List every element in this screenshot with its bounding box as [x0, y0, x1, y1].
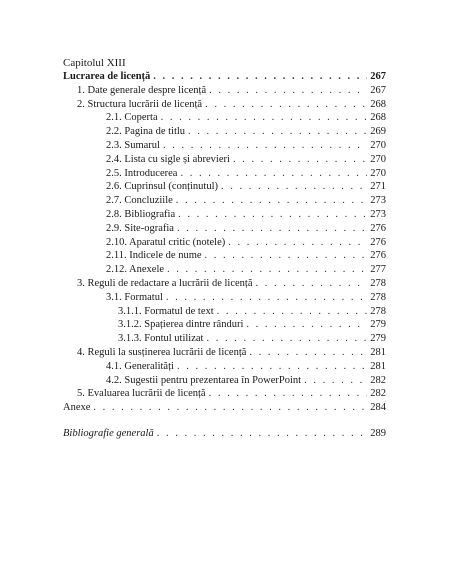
dot-leader — [180, 167, 367, 181]
toc-entry-2-2[interactable] — [63, 125, 386, 139]
entry-page: 277 — [370, 264, 386, 276]
toc-entry-2-7[interactable] — [63, 194, 386, 208]
dot-leader — [256, 277, 368, 291]
entry-title: Lucrarea de licență — [63, 71, 151, 82]
dot-leader — [177, 222, 367, 236]
dot-leader — [93, 401, 367, 415]
entry-page: 270 — [370, 153, 386, 165]
entry-title: 3.1.2. Spațierea dintre rânduri — [118, 319, 244, 331]
entry-title: 2.6. Cuprinsul (conținutul) — [106, 181, 218, 193]
toc-entry-2-9[interactable] — [63, 222, 386, 236]
toc-entry-bibliography[interactable] — [63, 427, 386, 441]
dot-leader — [217, 305, 368, 319]
entry-page: 282 — [370, 374, 386, 386]
dot-leader — [166, 291, 367, 305]
toc-entry-3-1[interactable] — [63, 291, 386, 305]
entry-title: 5. Evaluarea lucrării de licență — [77, 388, 206, 400]
toc-entry-3-1-2[interactable] — [63, 318, 386, 332]
entry-title: 4.2. Sugestii pentru prezentarea în PowerPoint — [106, 374, 302, 386]
toc-entry-5[interactable] — [63, 387, 386, 401]
entry-title: 2.10. Aparatul critic (notele) — [106, 236, 226, 248]
entry-page: 273 — [370, 195, 386, 207]
entry-title: 2.8. Bibliografia — [106, 208, 176, 220]
toc-entry-3[interactable] — [63, 277, 386, 291]
entry-title: 2.9. Site-ografia — [106, 222, 174, 234]
toc-entry-anexe[interactable] — [63, 401, 386, 415]
toc-entry-4-2[interactable] — [63, 374, 386, 388]
dot-leader — [206, 332, 367, 346]
toc-entry-chapter-title[interactable] — [63, 70, 386, 84]
dot-leader — [177, 360, 367, 374]
entry-page: 270 — [370, 139, 386, 151]
table-of-contents — [63, 56, 386, 441]
toc-entry-2-12[interactable] — [63, 263, 386, 277]
toc-entry-2-6[interactable] — [63, 180, 386, 194]
dot-leader — [304, 374, 367, 388]
entry-title: 2.1. Coperta — [106, 112, 158, 124]
entry-title: 2.3. Sumarul — [106, 139, 160, 151]
dot-leader — [188, 125, 367, 139]
entry-title: 2.4. Lista cu sigle și abrevieri — [106, 153, 230, 165]
toc-entry-4[interactable] — [63, 346, 386, 360]
entry-title: 3.1.1. Formatul de text — [118, 305, 214, 317]
dot-leader — [228, 236, 367, 250]
chapter-label: Capitolul XIII — [63, 57, 126, 69]
entry-title: 1. Date generale despre licență — [77, 84, 207, 96]
dot-leader — [205, 249, 368, 263]
entry-page: 282 — [370, 388, 386, 400]
toc-entry-2-4[interactable] — [63, 153, 386, 167]
entry-title: 4. Reguli la susținerea lucrării de licență — [77, 346, 247, 358]
toc-entry-2-1[interactable] — [63, 111, 386, 125]
entry-title: 2.11. Indicele de nume — [106, 250, 202, 262]
toc-entry-2-3[interactable] — [63, 139, 386, 153]
dot-leader — [209, 84, 367, 98]
dot-leader — [163, 139, 367, 153]
entry-page: 276 — [370, 236, 386, 248]
dot-leader — [221, 180, 367, 194]
dot-leader — [161, 111, 368, 125]
toc-entry-3-1-1[interactable] — [63, 305, 386, 319]
spacer — [63, 415, 386, 427]
entry-page: 278 — [370, 305, 386, 317]
toc-entry-2-5[interactable] — [63, 167, 386, 181]
toc-entry-2-10[interactable] — [63, 236, 386, 250]
toc-entry-3-1-3[interactable] — [63, 332, 386, 346]
dot-leader — [209, 387, 368, 401]
entry-title: 2.12. Anexele — [106, 264, 165, 276]
entry-page: 279 — [370, 333, 386, 345]
entry-title: 2.7. Concluziile — [106, 195, 173, 207]
entry-page: 281 — [370, 360, 386, 372]
entry-page: 276 — [370, 222, 386, 234]
toc-entry-4-1[interactable] — [63, 360, 386, 374]
dot-leader — [167, 263, 367, 277]
entry-page: 289 — [370, 427, 386, 439]
entry-page: 281 — [370, 346, 386, 358]
entry-title: 3.1.3. Fontul utilizat — [118, 333, 204, 345]
dot-leader — [153, 70, 367, 84]
dot-leader — [249, 346, 367, 360]
dot-leader — [205, 98, 367, 112]
entry-title: 2. Structura lucrării de licență — [77, 98, 203, 110]
entry-title: Bibliografie generală — [63, 427, 154, 439]
toc-entry-2-8[interactable] — [63, 208, 386, 222]
entry-page: 268 — [370, 112, 386, 124]
toc-entry-2-11[interactable] — [63, 249, 386, 263]
entry-page: 267 — [370, 84, 386, 96]
entry-page: 267 — [370, 71, 386, 82]
dot-leader — [157, 427, 368, 441]
entry-title: 4.1. Generalități — [106, 360, 174, 372]
entry-title: 3. Reguli de redactare a lucrării de licență — [77, 277, 253, 289]
entry-title: 2.2. Pagina de titlu — [106, 126, 186, 138]
entry-page: 278 — [370, 277, 386, 289]
entry-page: 279 — [370, 319, 386, 331]
dot-leader — [176, 194, 367, 208]
entry-title: 3.1. Formatul — [106, 291, 163, 303]
dot-leader — [246, 318, 367, 332]
entry-page: 276 — [370, 250, 386, 262]
entry-page: 269 — [370, 126, 386, 138]
dot-leader — [233, 153, 367, 167]
entry-page: 273 — [370, 208, 386, 220]
entry-page: 284 — [370, 402, 386, 414]
dot-leader — [178, 208, 367, 222]
entry-title: 2.5. Introducerea — [106, 167, 178, 179]
entry-page: 271 — [370, 181, 386, 193]
entry-page: 278 — [370, 291, 386, 303]
entry-page: 270 — [370, 167, 386, 179]
toc-entry-2[interactable] — [63, 98, 386, 112]
toc-entry-1[interactable] — [63, 84, 386, 98]
entry-title: Anexe — [63, 402, 91, 414]
entry-page: 268 — [370, 98, 386, 110]
